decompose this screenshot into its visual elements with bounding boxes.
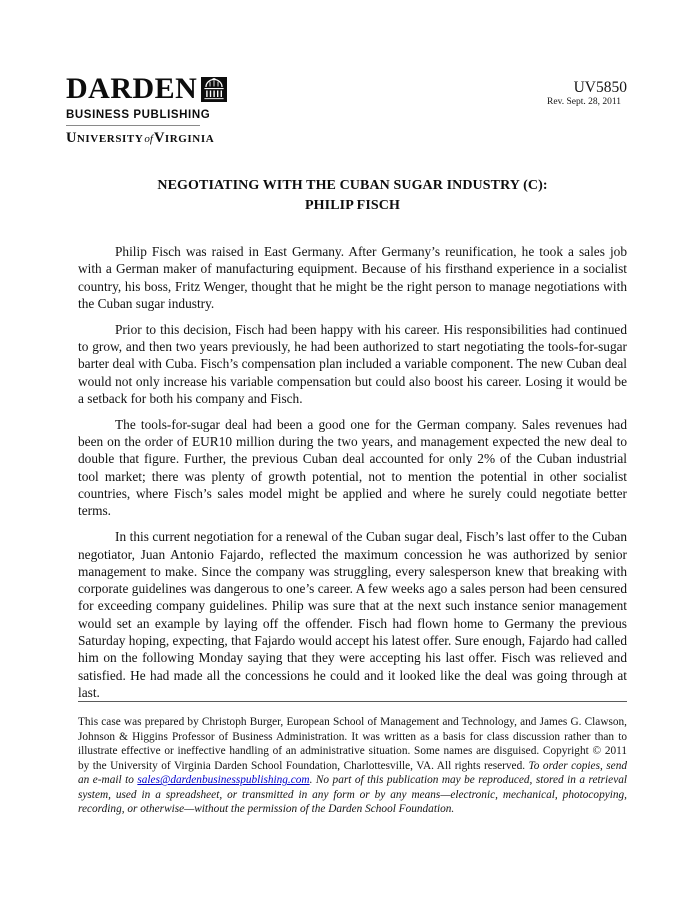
paragraph-3: The tools-for-sugar deal had been a good one for the German company. Sales revenues had been on the order of EUR10 million during the two years, and management expected the new deal to double that figure. Further, the previous Cuban deal accounted for only 2% of the Cuban industrial tool market; there was plenty of growth potential, not to mention the potential in other socialist countries, where Fisch’s sales model might be applied and where he surely could negotiate better terms. [78,416,627,519]
logo-business-publishing: BUSINESS PUBLISHING [66,109,211,121]
uva-u: U [66,130,77,146]
footnote-text [78,715,627,817]
footnote-divider [78,701,627,702]
footnote-block [78,701,627,817]
uva-v: V [153,130,165,146]
document-meta [547,76,627,108]
rotunda-icon [201,77,227,107]
logo-row [66,72,216,107]
footnote-italic-after: . No part of this publication may be reproduced, stored in a retrieval system, used in a spreadsheet, or transmitted in any form or by any means—electronic, mechanical, photocopying, recording, or otherwise—without the permission of the Darden School Foundation. [78,774,627,816]
paragraph-4: In this current negotiation for a renewal of the Cuban sugar deal, Fisch’s last offer to the Cuban negotiator, Juan Antonio Fajardo, reflected the maximum concession he was authorized by senior management to make. Since the company was struggling, every salesperson knew that breaking with corporate guidelines was dangerous to one’s career. A few weeks ago a sales person had been censured for exceeding company guidelines. Philip was sure that at the next such instance senior management would set an example by laying off the offender. Fisch had flown home to Germany the previous Saturday hoping, expecting, that Fajardo would accept his latest offer. Sure enough, Fajardo had called him on the following Monday saying that they were accepting his last offer. Fisch was relieved and satisfied. He had made all the concessions he could and it looked like the deal was going through at last. [78,529,627,700]
paragraph-2: Prior to this decision, Fisch had been happy with his career. His responsibilities had continued to grow, and then two years previously, he had been authorized to start negotiating the tools-for-sugar barter deal with Cuba. Fisch’s compensation plan included a variable component. The new Cuban deal would not only increase his variable compensation but could also boost his career. Losing it would be a setback for both his company and Fisch. [78,321,627,406]
case-title [78,176,627,215]
footnote-italic-before: To order copies, send an e-mail to [78,759,627,787]
case-title-line2: PHILIP FISCH [305,197,400,213]
document-number: UV5850 [573,79,627,96]
uva-niversity: NIVERSITY [76,133,144,145]
darden-logo [66,72,216,147]
logo-university-of-virginia [66,129,216,147]
page-header [66,72,627,147]
email-link[interactable]: sales@dardenbusinesspublishing.com [137,774,310,787]
uva-irginia: IRGINIA [164,133,215,145]
uva-of: of [144,133,153,145]
case-title-line1: NEGOTIATING WITH THE CUBAN SUGAR INDUSTRY (C): [157,178,548,193]
logo-divider [66,125,200,126]
footnote-roman: This case was prepared by Christoph Burger, European School of Management and Technology, and James G. Clawson, Johnson & Higgins Professor of Business Administration. It was written as a basis for class discussion rather than to illustrate effective or ineffective handling of an administrative situation. Some names are disguised. Copyright © 2011 by the University of Virginia Darden School Foundation, Charlottesville, VA. All rights reserved. [78,716,627,772]
case-body [78,243,627,701]
revision-date: Rev. Sept. 28, 2011 [547,97,621,107]
logo-darden-wordmark: DARDEN [66,72,198,105]
paragraph-1: Philip Fisch was raised in East Germany. After Germany’s reunification, he took a sales job with a German maker of manufacturing equipment. Because of his firsthand experience in a socialist country, his boss, Fritz Wenger, thought that he might be the right person to manage negotiations with the Cuban sugar industry. [78,244,627,311]
